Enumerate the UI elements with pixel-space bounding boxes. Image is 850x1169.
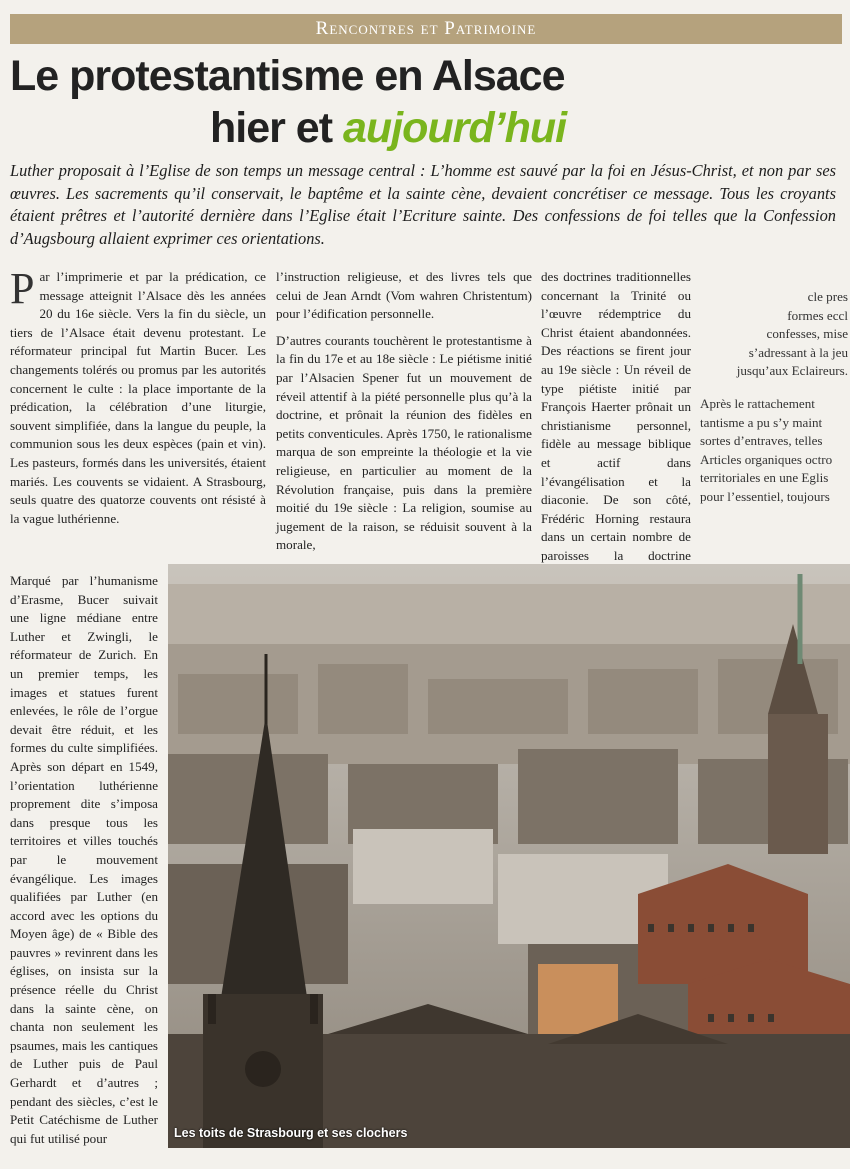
column-4-p2: Après le rattachement tantisme a pu s’y maint sortes d’entraves, telles Articles organiques octro territoriales en une Eglis pour l’essentiel, toujours (700, 395, 833, 504)
col4-line: confesses, mise (766, 326, 848, 342)
column-1-lower: Marqué par l’humanisme d’Erasme, Bucer suivait une ligne médiane entre Luther et Zwingli, le réformateur de Zurich. En un premier temps, les images et statues furent enlevées, le rôle de l’orgue devait être réduit, et les formes du culte simplifiées. Après son départ en 1549, l’orientation luthérienne proprement dite s’imposa dans presque tous les territoires et villes touchés par le mouvement évangélique. Les images qualifiées par Luther (en accord avec les options du Moyen âge) de « Bible des pauvres » revinrent dans les églises, on insista sur la présence réelle du Christ dans la sainte cène, on chanta non seulement les psaumes, mais les cantiques de Luther puis de Paul Gerhardt et d’autres ; pendant des siècles, c’est le Petit Catéchisme de Luther qui fut utilisé pour (10, 573, 158, 1146)
article-title-line2 (210, 104, 566, 153)
title-accent: aujourd’hui (343, 104, 567, 152)
column-2-p1: l’instruction religieuse, et des livres tels que celui de Jean Arndt (Vom wahren Christentum) pour l’édification personnelle. (276, 269, 532, 322)
column-3: des doctrines traditionnelles concernant la Trinité ou l’œuvre rédemptrice du Christ étaient abandonnées. Des réactions se firent jour au 19e siècle : Un réveil de type piétiste initié par François Haerter prônait un christianisme personnel, fidèle au message biblique et actif dans l’évangélisation et la diaconie. De son côté, Frédéric Horning restaura dans un certain nombre de paroisses la doctrine (541, 269, 691, 563)
dropcap: P (10, 264, 35, 313)
section-banner: Rencontres et Patrimoine (10, 14, 842, 44)
col4-line: cle pres (807, 289, 848, 304)
column-2 (276, 268, 532, 563)
column-2-p2: D’autres courants touchèrent le protestantisme à la fin du 17e et au 18e siècle : Le piétisme initié par l’Alsacien Spener fut un mouvement de réveil attentif à la piété personnelle plus qu’à la doctrine, et prônait la réunion des fidèles en petits conventicules. Après 1750, le rationalisme marqua de son empreinte la théologie et la vie religieuse, en particulier au moment de la Révolution française, puis dans la première moitié du 19e siècle : La religion, soumise au jugement de la raison, se réduisit souvent à la morale, (276, 332, 532, 553)
intro-paragraph: Luther proposait à l’Eglise de son temps un message central : L’homme est sauvé par la foi en Jésus-Christ, et non par ses œuvres. Les sacrements qu’il conservait, le baptême et la sainte cène, devaient concrétiser ce message. Tous les croyants étaient prêtres et l’autorité dernière dans l’Eglise était l’Ecriture sainte. Des confessions de foi telles que la Confession d’Augsbourg allaient exprimer ces orientations. (10, 161, 836, 248)
col4-line: s’adressant à la jeu (748, 344, 848, 360)
photo-illustration (168, 564, 850, 1148)
column-4-cropped (700, 288, 848, 515)
col4-line: jusqu’aux Eclaireurs. (736, 363, 848, 379)
strasbourg-rooftops-photo (168, 564, 850, 1148)
column-1 (10, 264, 266, 536)
article-title-line1: Le protestantisme en Alsace (10, 52, 565, 100)
photo-caption: Les toits de Strasbourg et ses clochers (174, 1126, 408, 1140)
column-1-text: ar l’imprimerie et par la prédication, ce message atteignit l’Alsace dès les années 20 du 16e siècle. Vers la fin du siècle, un tiers de l’Alsace était devenu protestant. Le réformateur principal fut Martin Bucer. Les changements tolérés ou promus par les autorités concernent le culte : la place importante de la prédication, la célébration d’une liturgie, souvent simplifiée, dans la langue du peuple, la communion sous les deux espèces (pain et vin). Les pasteurs, formés dans les universités, étaient mariés. Les couvents se vidaient. A Strasbourg, seuls quatre des quatorze couvents ont résisté à la vague luthérienne. (10, 269, 266, 526)
col4-line: formes eccl (787, 307, 848, 323)
title-hier-et: hier et (210, 104, 343, 152)
